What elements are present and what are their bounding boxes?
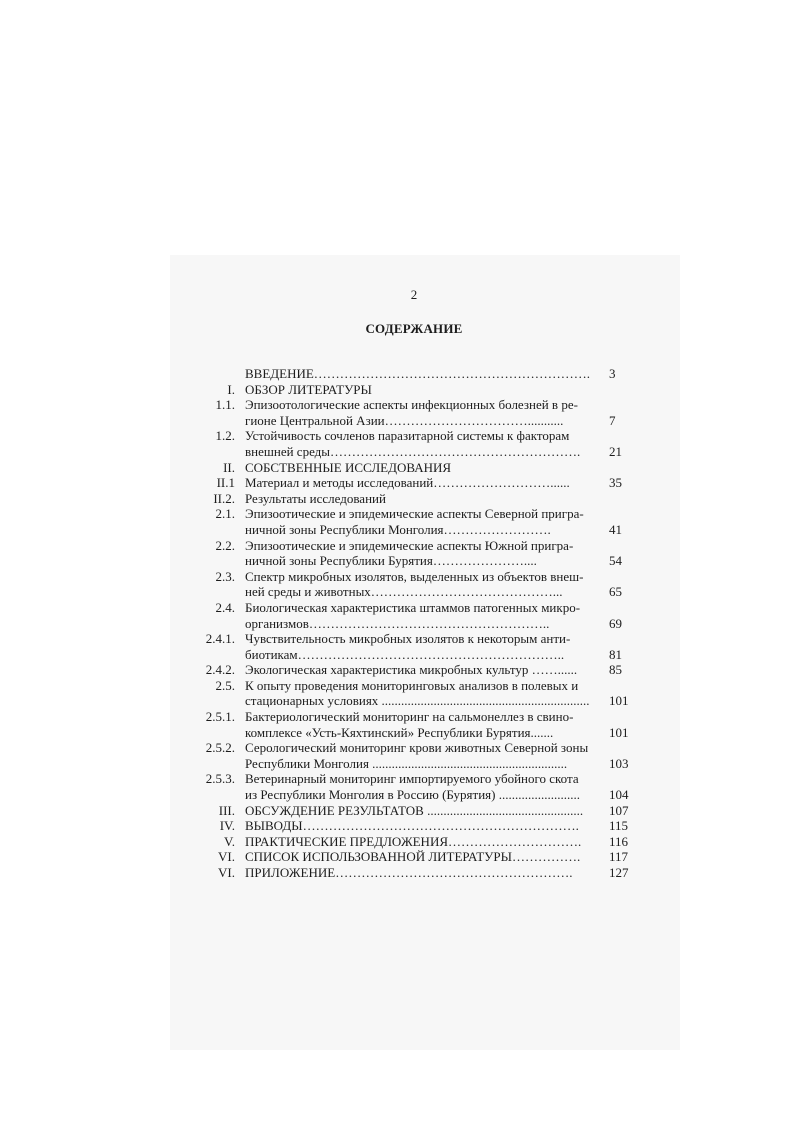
toc-entry-line: комплексе «Усть-Кяхтинский» Республики Бурятия.......	[245, 724, 554, 740]
toc-entry-text	[245, 631, 603, 662]
toc-entry-page: 107	[609, 802, 629, 818]
toc-entry-line: организмов………………………………………………..	[245, 615, 550, 631]
toc-entry-line: внешней среды………………………………………………….	[245, 443, 581, 459]
toc-entry-line: Серологический мониторинг крови животных Северной зоны	[245, 740, 589, 756]
toc-entry-text	[245, 678, 603, 709]
toc-entry-line: ничной зоны Республики Монголия…………………….	[245, 521, 551, 537]
toc-entry-text	[245, 740, 603, 771]
toc-entry-text	[245, 600, 603, 631]
toc-entry-page: 127	[609, 865, 629, 880]
table-of-contents	[185, 366, 635, 881]
toc-entry-number: I.	[227, 381, 235, 397]
toc-entry-line: ВЫВОДЫ……………………………………………………….	[245, 818, 579, 834]
toc-entry-line: ВВЕДЕНИЕ……………………………………………………….	[245, 366, 591, 381]
toc-entry-page: 54	[609, 553, 622, 569]
toc-entry-number: VI.	[218, 865, 235, 880]
toc-entry-line: Эпизоотические и эпидемические аспекты Южной пригра-	[245, 537, 574, 553]
toc-entry-line: гионе Центральной Азии……………………………...........	[245, 412, 564, 428]
toc-entry-number: 2.1.	[215, 506, 235, 522]
toc-entry-line: Эпизоотические и эпидемические аспекты Северной пригра-	[245, 506, 584, 522]
toc-entry-text	[245, 506, 603, 537]
toc-entry-text	[245, 397, 603, 428]
toc-entry-number: 2.5.	[215, 677, 235, 693]
page-number: 2	[410, 287, 418, 302]
toc-entry	[185, 818, 635, 834]
toc-entry-page: 104	[609, 787, 629, 803]
toc-entry-number: 2.2.	[215, 537, 235, 553]
toc-entry	[185, 538, 635, 569]
toc-entry	[185, 460, 635, 476]
toc-entry-line: СПИСОК ИСПОЛЬЗОВАННОЙ ЛИТЕРАТУРЫ…………….	[245, 849, 581, 865]
toc-entry-number: 1.1.	[215, 397, 235, 413]
toc-entry-number: 2.4.2.	[205, 662, 235, 678]
toc-entry-line: ОБСУЖДЕНИЕ РЕЗУЛЬТАТОВ ................................................	[245, 802, 584, 818]
toc-entry-page: 81	[609, 646, 622, 662]
toc-entry-text	[245, 569, 603, 600]
toc-entry-line: Результаты исследований	[245, 490, 386, 506]
toc-entry	[185, 428, 635, 459]
toc-entry-line: Спектр микробных изолятов, выделенных из объектов внеш-	[245, 568, 584, 584]
toc-entry-page: 115	[609, 818, 629, 834]
toc-entry-line: Биологическая характеристика штаммов патогенных микро-	[245, 599, 581, 615]
toc-entry-number: V.	[224, 833, 235, 849]
toc-entry-text	[245, 818, 603, 834]
toc-entry-number: 2.3.	[215, 568, 235, 584]
toc-entry-line: СОБСТВЕННЫЕ ИССЛЕДОВАНИЯ	[245, 459, 452, 475]
toc-entry-line: ПРИЛОЖЕНИЕ……………………………………………….	[245, 865, 573, 880]
toc-entry-line: Ветеринарный мониторинг импортируемого убойного скота	[245, 771, 579, 787]
toc-entry-page: 116	[609, 833, 629, 849]
toc-entry-page: 117	[609, 849, 629, 865]
toc-entry-text	[245, 803, 603, 819]
toc-entry	[185, 709, 635, 740]
toc-entry-line: Бактериологический мониторинг на сальмонеллез в свино-	[245, 709, 574, 725]
toc-entry-page: 65	[609, 584, 622, 600]
toc-entry	[185, 506, 635, 537]
toc-entry	[185, 631, 635, 662]
toc-entry-line: ничной зоны Республики Бурятия…………………....	[245, 553, 537, 569]
toc-entry-number: 1.2.	[215, 428, 235, 444]
toc-entry-line: Устойчивость сочленов паразитарной системы к факторам	[245, 428, 570, 444]
toc-entry-number: IV.	[219, 818, 235, 834]
toc-entry	[185, 382, 635, 398]
toc-entry	[185, 849, 635, 865]
toc-entry-page: 69	[609, 615, 622, 631]
toc-entry-text	[245, 382, 603, 398]
toc-entry	[185, 865, 635, 881]
toc-entry-number: II.2.	[213, 490, 235, 506]
toc-entry-text	[245, 428, 603, 459]
toc-entry-page: 41	[609, 521, 622, 537]
toc-entry	[185, 491, 635, 507]
toc-entry	[185, 662, 635, 678]
toc-entry-page: 103	[609, 755, 629, 771]
toc-entry-line: Чувствительность микробных изолятов к некоторым анти-	[245, 631, 571, 647]
toc-entry	[185, 771, 635, 802]
toc-entry-page: 3	[609, 366, 616, 381]
toc-entry-text	[245, 849, 603, 865]
toc-entry-number: 2.5.3.	[205, 771, 235, 787]
toc-entry	[185, 740, 635, 771]
toc-entry-text	[245, 834, 603, 850]
toc-entry-number: 2.4.1.	[205, 631, 235, 647]
toc-entry-text	[245, 475, 603, 491]
toc-entry-line: Эпизоотологические аспекты инфекционных болезней в ре-	[245, 397, 578, 413]
toc-entry-page: 7	[609, 412, 616, 428]
toc-entry-text	[245, 538, 603, 569]
toc-entry-text	[245, 865, 603, 881]
toc-entry-number: VI.	[218, 849, 235, 865]
toc-entry-line: стационарных условиях ................................................................	[245, 693, 590, 709]
toc-entry-line: биотикам……………………………………………………..	[245, 646, 565, 662]
toc-entry-text	[245, 460, 603, 476]
toc-entry-text	[245, 366, 603, 382]
toc-entry-number: II.	[223, 459, 235, 475]
toc-entry	[185, 569, 635, 600]
toc-entry-page: 85	[609, 662, 622, 678]
toc-entry-text	[245, 662, 603, 678]
toc-entry-line: ОБЗОР ЛИТЕРАТУРЫ	[245, 381, 372, 397]
toc-entry-page: 21	[609, 443, 622, 459]
toc-entry-number: 2.5.2.	[205, 740, 235, 756]
toc-entry	[185, 397, 635, 428]
toc-entry-line: ПРАКТИЧЕСКИЕ ПРЕДЛОЖЕНИЯ………………………….	[245, 833, 582, 849]
toc-entry-line: К опыту проведения мониторинговых анализов в полевых и	[245, 677, 579, 693]
toc-entry	[185, 678, 635, 709]
toc-entry-page: 101	[609, 693, 629, 709]
toc-entry	[185, 834, 635, 850]
toc-entry	[185, 600, 635, 631]
toc-entry-number: III.	[218, 802, 235, 818]
toc-entry	[185, 475, 635, 491]
toc-entry-line: ней среды и животных……………………………………...	[245, 584, 563, 600]
toc-entry-text	[245, 771, 603, 802]
toc-entry-line: Экологическая характеристика микробных культур ……......	[245, 662, 578, 678]
toc-entry-page: 101	[609, 724, 629, 740]
toc-entry-text	[245, 709, 603, 740]
toc-entry-page: 35	[609, 475, 622, 491]
toc-entry-number: 2.5.1.	[205, 709, 235, 725]
toc-entry-line: из Республики Монголия в Россию (Бурятия) .........................	[245, 787, 580, 803]
toc-entry-line: Материал и методы исследований………………………......	[245, 475, 570, 491]
page-title: СОДЕРЖАНИЕ	[365, 321, 463, 336]
toc-entry-text	[245, 491, 603, 507]
toc-entry	[185, 803, 635, 819]
toc-entry	[185, 366, 635, 382]
toc-entry-line: Республики Монголия ............................................................	[245, 755, 568, 771]
toc-entry-number: II.1	[216, 475, 235, 491]
toc-entry-number: 2.4.	[215, 599, 235, 615]
